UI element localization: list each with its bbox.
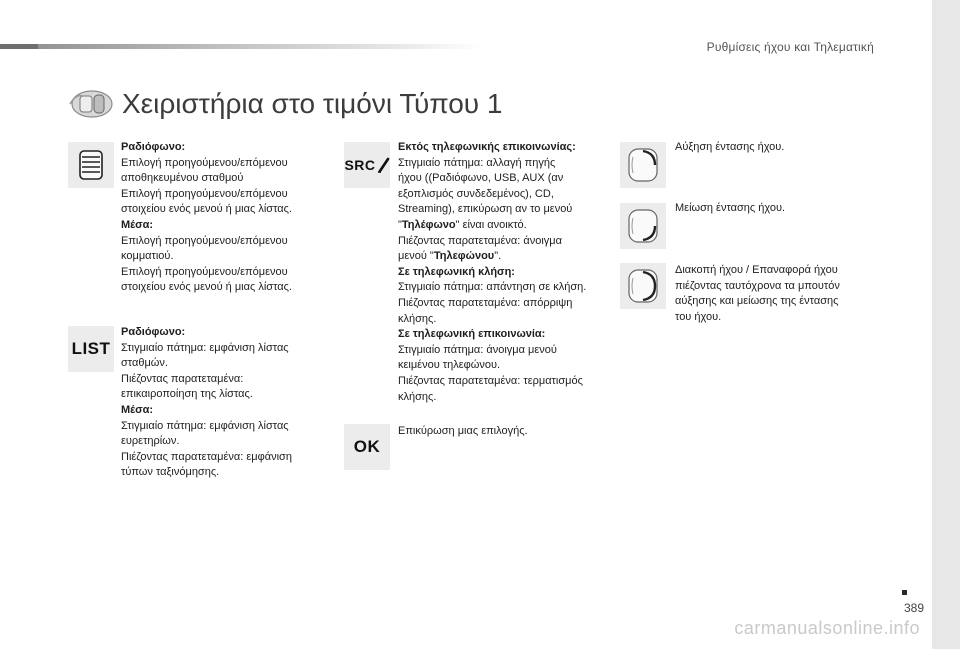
description-line xyxy=(398,312,603,328)
description-line xyxy=(398,218,603,234)
description-line xyxy=(398,187,603,203)
description-line xyxy=(675,294,865,310)
description-line xyxy=(675,310,865,326)
src-phone-description xyxy=(398,140,603,405)
description-text: Streaming), επικύρωση αν το μενού xyxy=(398,203,573,216)
description-heading: Μέσα: xyxy=(121,218,154,231)
description-text: κομματιού. xyxy=(121,250,174,263)
description-line xyxy=(121,234,326,250)
description-text: Επικύρωση μιας επιλογής. xyxy=(398,425,528,437)
description-heading: Ραδιόφωνο: xyxy=(121,326,186,338)
description-text: του ήχου. xyxy=(675,310,722,323)
description-line xyxy=(121,387,326,403)
thumbwheel-button[interactable] xyxy=(68,142,114,188)
description-text: Στιγμιαίο πάτημα: άνοιγμα μενού xyxy=(398,343,557,356)
description-text: αποθηκευμένου σταθμού xyxy=(121,172,244,185)
description-line xyxy=(398,374,603,390)
description-text: Στιγμιαίο πάτημα: εμφάνιση λίστας xyxy=(121,419,289,432)
description-text: Επιλογή προηγούμενου/επόμενου xyxy=(121,187,288,200)
description-line xyxy=(121,265,326,281)
volume-down-description xyxy=(675,201,865,217)
description-line xyxy=(121,372,326,388)
description-text: Πιέζοντας παρατεταμένα: τερματισμός xyxy=(398,374,583,387)
description-text: κειμένου τηλεφώνου. xyxy=(398,359,501,372)
header-rule xyxy=(0,44,480,49)
description-text: σταθμών. xyxy=(121,357,168,370)
mute-button[interactable] xyxy=(620,263,666,309)
description-line xyxy=(675,279,865,295)
ok-button[interactable] xyxy=(344,424,390,470)
ok-button-description xyxy=(398,424,603,440)
description-text: Πιέζοντας παρατεταμένα: απόρριψη xyxy=(398,296,573,309)
description-heading: Εκτός τηλεφωνικής επικοινωνίας: xyxy=(398,141,576,153)
description-line xyxy=(398,390,603,406)
description-line xyxy=(398,358,603,374)
description-text: ήχου ((Ραδιόφωνο, USB, AUX (αν xyxy=(398,172,564,185)
description-heading: Σε τηλεφωνική κλήση: xyxy=(398,265,515,278)
description-text: " xyxy=(398,218,402,231)
thumbwheel-description xyxy=(121,140,326,296)
description-text: επικαιροποίηση της λίστας. xyxy=(121,388,253,401)
description-line xyxy=(398,265,603,281)
description-heading: Τηλεφώνου xyxy=(433,250,495,263)
description-line xyxy=(398,343,603,359)
volume-down-button[interactable] xyxy=(620,203,666,249)
description-text: αύξησης και μείωσης της έντασης xyxy=(675,295,839,308)
thumbwheel-icon xyxy=(74,148,108,182)
description-line xyxy=(121,419,326,435)
description-line xyxy=(121,202,326,218)
description-text: Στιγμιαίο πάτημα: εμφάνιση λίστας xyxy=(121,341,289,354)
description-line xyxy=(121,465,326,481)
volume-up-stalk-icon xyxy=(623,145,663,185)
description-text: Διακοπή ήχου / Επαναφορά ήχου xyxy=(675,264,838,276)
description-line xyxy=(121,187,326,203)
description-line xyxy=(121,218,326,234)
description-text: Επιλογή προηγούμενου/επόμενου xyxy=(121,234,288,247)
description-text: μενού " xyxy=(398,250,434,263)
description-line xyxy=(121,403,326,419)
description-text: Στιγμιαίο πάτημα: απάντηση σε κλήση. xyxy=(398,281,587,294)
description-text: Στιγμιαίο πάτημα: αλλαγή πηγής xyxy=(398,156,556,169)
description-text: εξοπλισμός συνδεδεμένος), CD, xyxy=(398,187,554,200)
list-button[interactable] xyxy=(68,326,114,372)
description-line xyxy=(398,156,603,172)
description-line xyxy=(398,171,603,187)
description-line xyxy=(121,341,326,357)
description-text: Επιλογή προηγούμενου/επόμενου xyxy=(121,265,288,278)
list-button-description xyxy=(121,325,326,481)
watermark: carmanualsonline.info xyxy=(734,618,920,638)
description-heading: Μέσα: xyxy=(121,403,154,416)
page-marker xyxy=(902,590,907,595)
description-line xyxy=(398,234,603,250)
description-text: Πιέζοντας παρατεταμένα: xyxy=(121,372,244,385)
description-line xyxy=(398,424,603,440)
description-line xyxy=(121,280,326,296)
section-title: Ρυθμίσεις ήχου και Τηλεματική xyxy=(706,40,874,54)
description-line xyxy=(398,280,603,296)
description-line xyxy=(121,356,326,372)
description-line xyxy=(675,263,865,279)
description-text: πιέζοντας ταυτόχρονα τα μπουτόν xyxy=(675,279,840,292)
volume-down-stalk-icon xyxy=(623,206,663,246)
page-title-row xyxy=(66,84,502,124)
description-text: κλήσης. xyxy=(398,312,437,325)
mute-description xyxy=(675,263,865,325)
src-button-label: SRC xyxy=(344,157,376,173)
description-text: τύπων ταξινόμησης. xyxy=(121,466,220,479)
ok-button-label: OK xyxy=(353,437,381,456)
description-line xyxy=(398,202,603,218)
description-line xyxy=(675,201,865,217)
description-line xyxy=(121,140,326,156)
description-line xyxy=(121,325,326,341)
description-heading: Τηλέφωνο xyxy=(401,218,456,231)
description-line xyxy=(398,249,603,265)
description-text: Μείωση έντασης ήχου. xyxy=(675,202,786,214)
description-text: ". xyxy=(494,250,502,263)
page-number: 389 xyxy=(903,601,924,615)
description-text: Πιέζοντας παρατεταμένα: άνοιγμα xyxy=(398,234,562,247)
phone-handset-icon xyxy=(378,157,390,173)
description-text: κλήσης. xyxy=(398,390,437,403)
description-line xyxy=(398,296,603,312)
mute-stalk-icon xyxy=(623,266,663,306)
description-line xyxy=(121,156,326,172)
src-phone-button[interactable] xyxy=(344,142,390,188)
description-text: Πιέζοντας παρατεταμένα: εμφάνιση xyxy=(121,450,292,463)
list-button-label: LIST xyxy=(71,339,111,358)
description-text: στοιχείου ενός μενού ή μιας λίστας. xyxy=(121,281,292,294)
description-text: Επιλογή προηγούμενου/επόμενου xyxy=(121,156,288,169)
steering-controls-icon xyxy=(66,86,114,122)
volume-up-description xyxy=(675,140,865,156)
description-text: Αύξηση έντασης ήχου. xyxy=(675,141,785,153)
description-line xyxy=(121,434,326,450)
description-line xyxy=(121,450,326,466)
description-line xyxy=(398,140,603,156)
description-text: ευρετηρίων. xyxy=(121,435,180,448)
description-line xyxy=(121,171,326,187)
page-title: Χειριστήρια στο τιμόνι Τύπου 1 xyxy=(122,88,503,119)
description-text: στοιχείου ενός μενού ή μιας λίστας. xyxy=(121,203,292,216)
header-rule-accent xyxy=(0,44,38,49)
volume-up-button[interactable] xyxy=(620,142,666,188)
page-side-strip xyxy=(932,0,960,649)
description-heading: Ραδιόφωνο: xyxy=(121,141,186,153)
description-heading: Σε τηλεφωνική επικοινωνία: xyxy=(398,328,546,341)
description-line xyxy=(398,327,603,343)
description-line xyxy=(675,140,865,156)
description-line xyxy=(121,249,326,265)
description-text: " είναι ανοικτό. xyxy=(455,218,527,231)
